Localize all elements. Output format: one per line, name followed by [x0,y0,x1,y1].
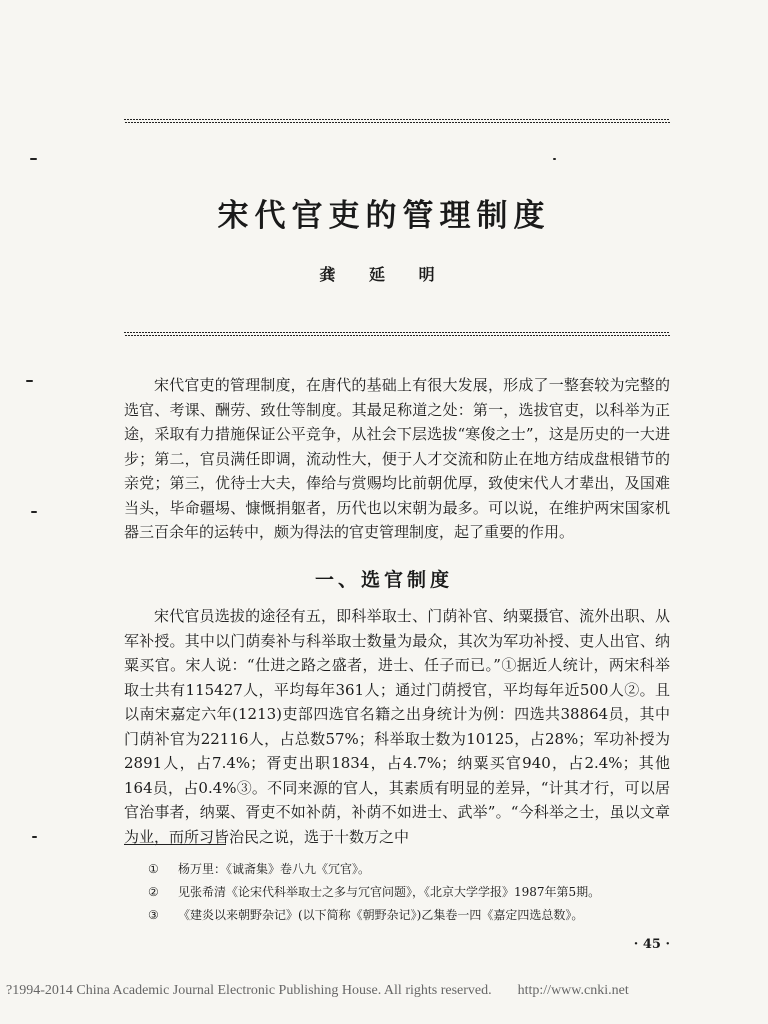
footnote-1 [148,858,668,881]
footnote-marker: ① [148,862,159,876]
footnote-separator [124,844,226,845]
footnote-text: 见张希清《论宋代科举取士之多与冗官问题》，《北京大学学报》1987年第5期。 [178,885,601,899]
scan-speck [31,511,37,513]
page-number: · 45 · [633,937,670,952]
footnotes [148,858,668,927]
footnote-marker: ③ [148,908,159,922]
section-heading: 一、选官制度 [314,569,453,591]
footnote-text: 《建炎以来朝野杂记》(以下简称《朝野杂记》)乙集卷一四《嘉定四选总数》。 [178,908,584,922]
scan-speck [26,380,33,382]
article-author: 龚 延 明 [319,265,449,284]
top-dotted-rule [124,119,670,124]
footnote-text: 杨万里：《诚斋集》卷八九《冗官》。 [178,862,371,876]
footnote-3 [148,904,668,927]
scan-speck [32,836,37,838]
cnki-url: http://www.cnki.net [517,983,629,998]
copyright-notice: ?1994-2014 China Academic Journal Electronic Publishing House. All rights reserved. [6,983,492,998]
scan-speck [30,158,37,160]
header-bottom-dotted-rule [124,332,670,337]
footnote-2 [148,881,668,904]
footnote-marker: ② [148,885,159,899]
article-title: 宋代官吏的管理制度 [217,198,551,234]
copyright-footer [6,983,766,999]
body-paragraph: 宋代官员选拔的途径有五，即科举取士、门荫补官、纳粟摄官、流外出职、从军补授。其中以门荫奏补与科举取士数量为最众，其次为军功补授、吏人出官、纳粟买官。宋人说：“仕进之路之盛者，进士、任子而已。”①据近人统计，两宋科举取士共有115427人，平均每年361人；通过门荫授官，平均每年近500人②。且以南宋嘉定六年(1213)吏部四选官名籍之出身统计为例：四选共38864员，其中门荫补官为22116人，占总数57%；科举取士数为10125，占28%；军功补授为2891人，占7.4%；胥吏出职1834，占4.7%；纳粟买官940，占2.4%；其他164员，占0.4%③。不同来源的官人，其素质有明显的差异，“计其才行，可以居官治事者，纳粟、胥吏不如补荫，补荫不如进士、武举”。“今科举之士，虽以文章为业，而所习皆治民之说，选于十数万之中 [124,607,670,846]
scan-speck [553,158,556,160]
intro-paragraph: 宋代官吏的管理制度，在唐代的基础上有很大发展，形成了一整套较为完整的选官、考课、酬劳、致仕等制度。其最足称道之处：第一，选拔官吏，以科举为正途，采取有力措施保证公平竞争，从社会下层选拔“寒俊之士”，这是历史的一大进步；第二，官员满任即调，流动性大，便于人才交流和防止在地方结成盘根错节的亲党；第三，优待士大夫，俸给与赏赐均比前朝优厚，致使宋代人才辈出，及国难当头，毕命疆埸、慷慨捐躯者，历代也以宋朝为最多。可以说，在维护两宋国家机器三百余年的运转中，颇为得法的官吏管理制度，起了重要的作用。 [124,376,670,541]
